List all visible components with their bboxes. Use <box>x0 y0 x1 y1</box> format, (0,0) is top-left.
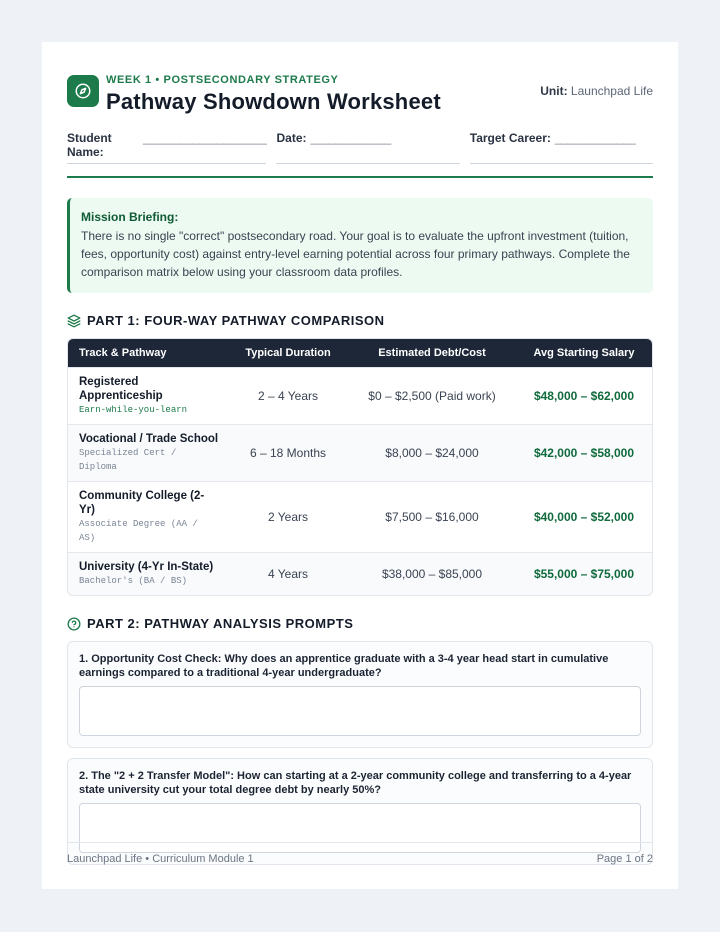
part2-title: PART 2: PATHWAY ANALYSIS PROMPTS <box>87 616 354 631</box>
prompt-question: 2. The "2 + 2 Transfer Model": How can starting at a 2-year community college and transferring to a 4-year state university cut your total degree debt by nearly 50%? <box>79 770 632 796</box>
cost-cell: $7,500 – $16,000 <box>348 481 516 552</box>
target-career-label: Target Career: <box>469 131 551 145</box>
unit-label <box>540 84 653 98</box>
cost-cell: $0 – $2,500 (Paid work) <box>348 367 516 424</box>
brand <box>67 74 441 116</box>
pathway-subtitle: Specialized Cert / Diploma <box>79 447 177 472</box>
target-career-field[interactable] <box>470 131 653 164</box>
page-title: Pathway Showdown Worksheet <box>106 89 441 114</box>
column-header: Typical Duration <box>228 339 348 367</box>
part1-title: PART 1: FOUR-WAY PATHWAY COMPARISON <box>87 313 385 328</box>
pathway-name: Registered Apprenticeship <box>79 375 163 402</box>
header-divider <box>67 176 653 178</box>
briefing-title: Mission Briefing: <box>81 210 179 224</box>
pathway-subtitle: Bachelor's (BA / BS) <box>79 575 188 586</box>
answer-box[interactable] <box>79 686 641 736</box>
column-header: Track & Pathway <box>68 339 228 367</box>
briefing-text: There is no single "correct" postsecondary road. Your goal is to evaluate the upfront investment (tuition, fees, opportunity cost) against entry-level earning potential across four primary pathways. Complete the comparison matrix below using your classroom data profiles. <box>81 229 630 279</box>
layers-icon <box>67 314 81 328</box>
part1-heading <box>67 313 653 328</box>
page-footer <box>67 842 653 865</box>
column-header: Avg Starting Salary <box>516 339 652 367</box>
duration-cell: 6 – 18 Months <box>228 424 348 481</box>
pathway-cell <box>68 424 228 481</box>
unit-value: Launchpad Life <box>570 84 653 98</box>
prompt-question: 1. Opportunity Cost Check: Why does an apprentice graduate with a 3-4 year head start in cumulative earnings compared to a traditional 4-year undergraduate? <box>79 653 609 679</box>
date-label: Date: <box>276 131 307 145</box>
pathway-comparison-table <box>67 338 653 596</box>
pathway-cell <box>68 481 228 552</box>
date-blank: _____________ <box>310 131 391 145</box>
student-name-label: Student Name: <box>67 131 112 159</box>
date-field[interactable] <box>276 131 459 164</box>
cost-cell: $8,000 – $24,000 <box>348 424 516 481</box>
salary-cell: $55,000 – $75,000 <box>516 552 652 595</box>
pathway-cell <box>68 367 228 424</box>
pathway-name: University (4-Yr In-State) <box>79 560 214 573</box>
analysis-prompt-1 <box>67 641 653 748</box>
footer-module: Launchpad Life • Curriculum Module 1 <box>67 853 254 865</box>
unit-key: Unit: <box>540 84 568 98</box>
student-info-fields <box>67 131 653 164</box>
part2-heading <box>67 616 653 631</box>
student-name-field[interactable] <box>67 131 266 164</box>
duration-cell: 2 Years <box>228 481 348 552</box>
column-header: Estimated Debt/Cost <box>348 339 516 367</box>
pathway-name: Vocational / Trade School <box>79 432 219 445</box>
mission-briefing <box>67 198 653 293</box>
pathway-subtitle: Earn-while-you-learn <box>79 404 188 415</box>
pathway-name: Community College (2-Yr) <box>79 489 205 516</box>
week-eyebrow: WEEK 1 • POSTSECONDARY STRATEGY <box>106 74 339 86</box>
table-row <box>68 367 652 424</box>
help-circle-icon <box>67 617 81 631</box>
worksheet-page <box>42 42 678 889</box>
pathway-subtitle: Associate Degree (AA / AS) <box>79 518 198 543</box>
salary-cell: $42,000 – $58,000 <box>516 424 652 481</box>
salary-cell: $40,000 – $52,000 <box>516 481 652 552</box>
duration-cell: 4 Years <box>228 552 348 595</box>
pathway-cell <box>68 552 228 595</box>
student-name-blank: ____________________ <box>143 131 267 145</box>
table-row <box>68 481 652 552</box>
table-row <box>68 552 652 595</box>
compass-icon <box>67 75 99 107</box>
worksheet-header <box>67 74 653 116</box>
salary-cell: $48,000 – $62,000 <box>516 367 652 424</box>
table-row <box>68 424 652 481</box>
table-header-row <box>68 339 652 367</box>
page-number: Page 1 of 2 <box>596 853 653 865</box>
cost-cell: $38,000 – $85,000 <box>348 552 516 595</box>
duration-cell: 2 – 4 Years <box>228 367 348 424</box>
target-career-blank: _____________ <box>554 131 636 145</box>
